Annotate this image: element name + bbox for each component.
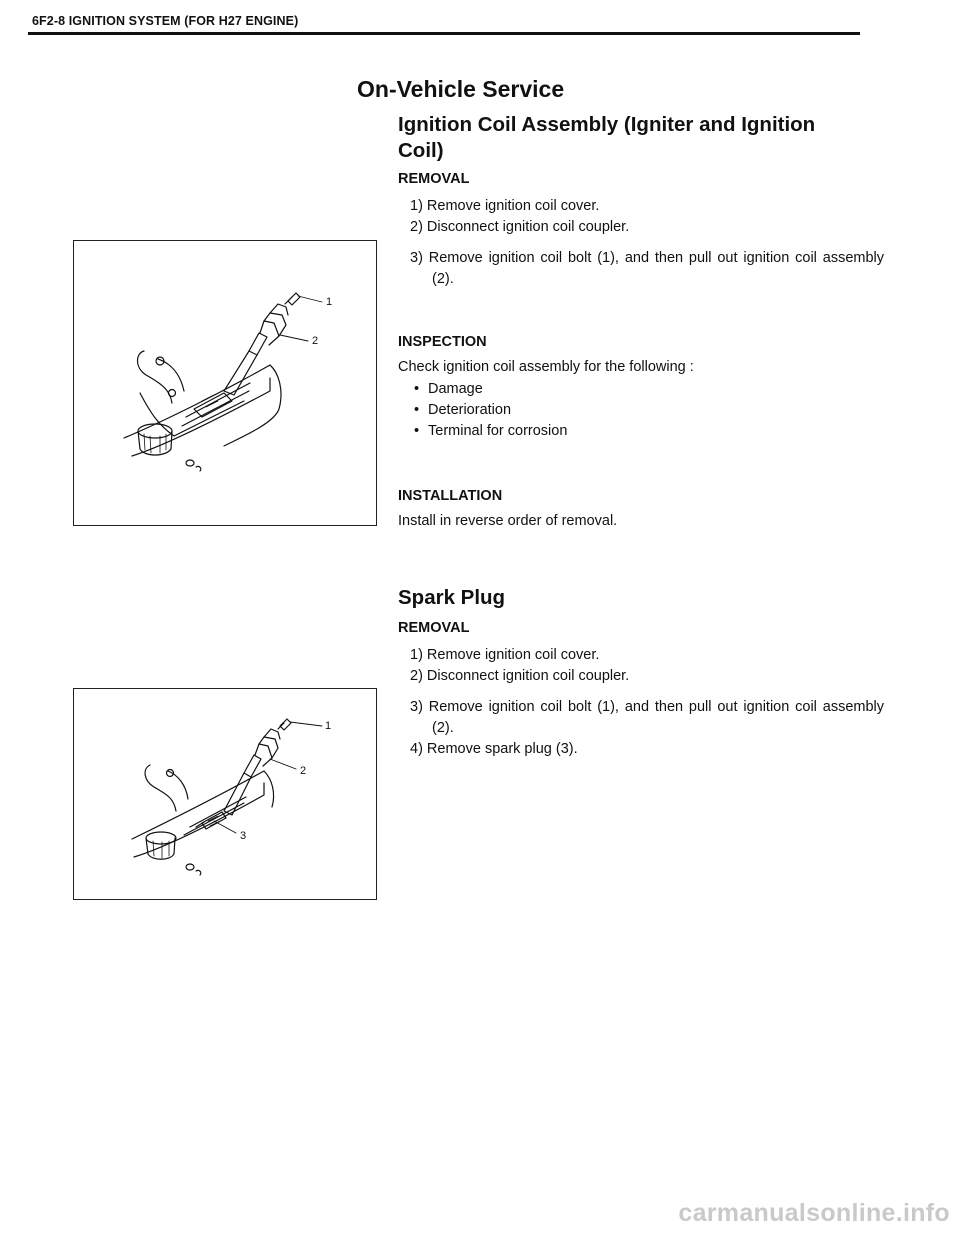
plug-figure-callout-3: 3: [240, 830, 247, 842]
page-title: On-Vehicle Service: [357, 76, 565, 102]
coil-installation-heading: INSTALLATION: [398, 488, 503, 504]
coil-inspection-item-3: • Terminal for corrosion: [414, 423, 567, 439]
watermark: carmanualsonline.info: [678, 1199, 950, 1227]
plug-removal-step-3: 3) Remove ignition coil bolt (1), and then pull out ignition coil assembly (2).: [410, 699, 884, 736]
coil-removal-step-3: 3) Remove ignition coil bolt (1), and then pull out ignition coil assembly (2).: [410, 250, 884, 287]
plug-removal-step-4: 4) Remove spark plug (3).: [410, 741, 578, 757]
coil-figure-callout-1: 1: [326, 296, 333, 308]
coil-removal-step-2: 2) Disconnect ignition coil coupler.: [410, 219, 630, 235]
coil-inspection-item-1: • Damage: [414, 381, 483, 397]
plug-removal-heading: REMOVAL: [398, 620, 470, 636]
ignition-coil-figure: [73, 240, 377, 526]
plug-removal-step-2: 2) Disconnect ignition coil coupler.: [410, 668, 630, 684]
plug-figure-callout-2: 2: [300, 765, 307, 777]
coil-inspection-item-2: • Deterioration: [414, 402, 511, 418]
coil-removal-step-1: 1) Remove ignition coil cover.: [410, 198, 600, 214]
coil-figure-callout-2: 2: [312, 335, 319, 347]
header-rule: [28, 32, 860, 35]
plug-section-title: Spark Plug: [398, 586, 506, 609]
coil-inspection-heading: INSPECTION: [398, 334, 487, 350]
page-header: 6F2-8 IGNITION SYSTEM (FOR H27 ENGINE): [32, 14, 299, 28]
coil-removal-heading: REMOVAL: [398, 171, 470, 187]
spark-plug-figure: [73, 688, 377, 900]
plug-figure-callout-1: 1: [325, 720, 332, 732]
coil-installation-text: Install in reverse order of removal.: [398, 513, 618, 529]
plug-removal-step-1: 1) Remove ignition coil cover.: [410, 647, 600, 663]
coil-inspection-intro: Check ignition coil assembly for the following :: [398, 359, 694, 375]
coil-section-title: Ignition Coil Assembly (Igniter and Ignition Coil): [398, 113, 816, 162]
